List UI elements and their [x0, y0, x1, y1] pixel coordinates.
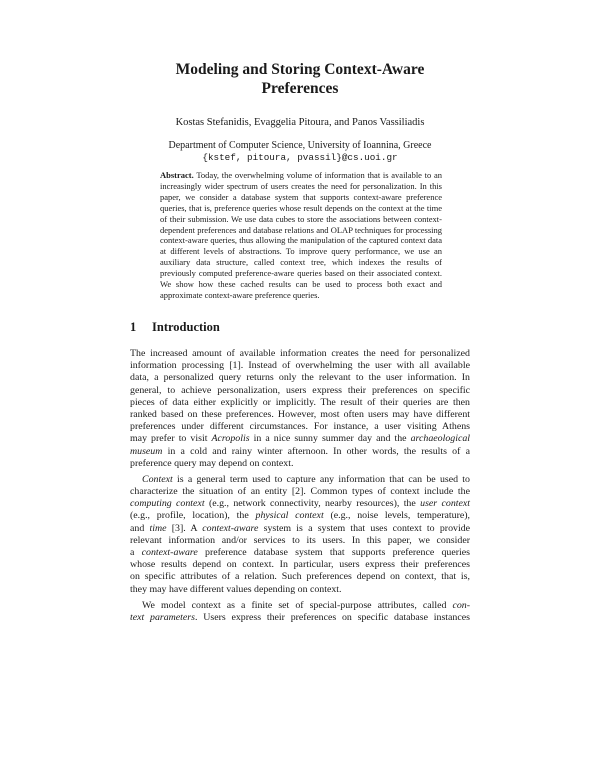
text-line: [130, 498, 470, 510]
text-line: [130, 547, 470, 559]
title-line-2: Preferences: [261, 80, 339, 97]
text-run: in a cold and rainy winter afternoon. In other words, the results of a: [167, 445, 471, 457]
text-line: preference query may depend on context.: [130, 457, 294, 469]
abstract-text: Today, the overwhelming volume of information that is available to an increasingly wider spectrum of users creates the need for personalization. In this paper, we consider a database system that supports context-aware preference queries, that is, preference queries whose result depends on the context at the time of their submission. We use data cubes to store the associations between context-dependent preferences and database relations and OLAP techniques for processing context-aware queries, thus allowing the manipulation of the captured context data at different levels of abstractions. To improve query performance, we use an auxiliary data structure, called context tree, which indexes the results of previously computed preference-aware queries based on their associated context. We show how these cached results can be used to process both exact and approximate context-aware preference queries.: [160, 170, 442, 300]
emphasis: computing context: [130, 498, 205, 510]
paragraph-2: [130, 474, 470, 596]
text-line: relevant information and/or services to its users. In this paper, we consider: [130, 534, 470, 546]
emphasis: Context: [142, 473, 173, 485]
emphasis: context-aware: [202, 522, 259, 534]
text-run: in a nice sunny summer day and the: [253, 433, 407, 445]
text-run: (e.g., profile, location), the: [130, 510, 249, 522]
text-line: pieces of data either explicitly or implicitly. The result of their queries are then: [130, 396, 470, 408]
affiliation: Department of Computer Science, University of Ioannina, Greece: [168, 140, 432, 151]
text-line: [130, 433, 470, 445]
emphasis: time: [149, 522, 167, 534]
text-run: (e.g., network connectivity, nearby resources), the: [208, 498, 416, 510]
text-line: on specific attributes of a relation. Such preferences depend on context, that is,: [130, 571, 470, 583]
text-line: [130, 446, 470, 458]
emphasis: con-: [452, 599, 470, 611]
section-title: Introduction: [152, 320, 220, 334]
section-heading: [130, 320, 220, 335]
text-run: may prefer to visit: [130, 433, 208, 445]
abstract: [160, 170, 442, 301]
text-run: . Users express their preferences on specific database instances: [195, 611, 470, 623]
text-run: a: [130, 547, 135, 558]
paragraph-3: [130, 600, 470, 624]
email-addresses: {kstef, pitoura, pvassil}@cs.uoi.gr: [202, 152, 398, 163]
section-number: 1: [130, 320, 137, 334]
text-run: system is a system that uses context to provide: [263, 522, 471, 534]
text-run: and: [130, 522, 145, 534]
text-line: [130, 600, 470, 612]
emphasis: archaeological: [410, 433, 471, 445]
affiliation-block: [60, 140, 540, 164]
author-list: Kostas Stefanidis, Evaggelia Pitoura, and Panos Vassiliadis: [175, 117, 425, 128]
text-line: [130, 523, 470, 535]
text-line: whose results depend on context. In particular, users express their preferences: [130, 559, 470, 571]
text-run: is a general term used to capture any information that can be used to: [177, 473, 470, 485]
text-line: data, a personalized query returns only the relevant to the user information. In: [130, 372, 470, 384]
text-line: [130, 510, 470, 522]
text-line: [130, 612, 470, 624]
abstract-label: Abstract.: [160, 170, 194, 180]
title-line-1: Modeling and Storing Context-Aware: [175, 61, 425, 78]
text-run: (e.g., noise levels, temperature),: [330, 510, 471, 522]
text-line: ranked based on these preferences. However, most often users may have different: [130, 408, 470, 420]
emphasis: context-aware: [141, 547, 198, 558]
text-run: We model context as a finite set of special-purpose attributes, called: [142, 599, 447, 611]
emphasis: physical context: [255, 510, 324, 522]
text-run: preference database system that supports preference queries: [205, 547, 471, 558]
emphasis: user context: [420, 498, 471, 510]
text-line: information processing [1]. Instead of overwhelming the user with all available: [130, 360, 470, 372]
emphasis: text parameters: [130, 611, 195, 623]
paragraph-1: [130, 348, 470, 470]
emphasis: Acropolis: [211, 433, 250, 445]
text-line: [130, 474, 470, 486]
text-run: [3]. A: [171, 522, 198, 534]
text-line: The increased amount of available information creates the need for personalized: [130, 348, 470, 359]
text-line: preferences under different circumstances. For instance, a user visiting Athens: [130, 421, 470, 433]
text-line: characterize the situation of an entity [2]. Common types of context include the: [130, 486, 470, 498]
paper-title: [100, 60, 500, 98]
text-line: they may have different values depending on context.: [130, 583, 342, 595]
text-line: general, to achieve personalization, users express their preferences on specific: [130, 384, 470, 396]
body-text: [130, 348, 470, 628]
emphasis: museum: [130, 445, 163, 457]
